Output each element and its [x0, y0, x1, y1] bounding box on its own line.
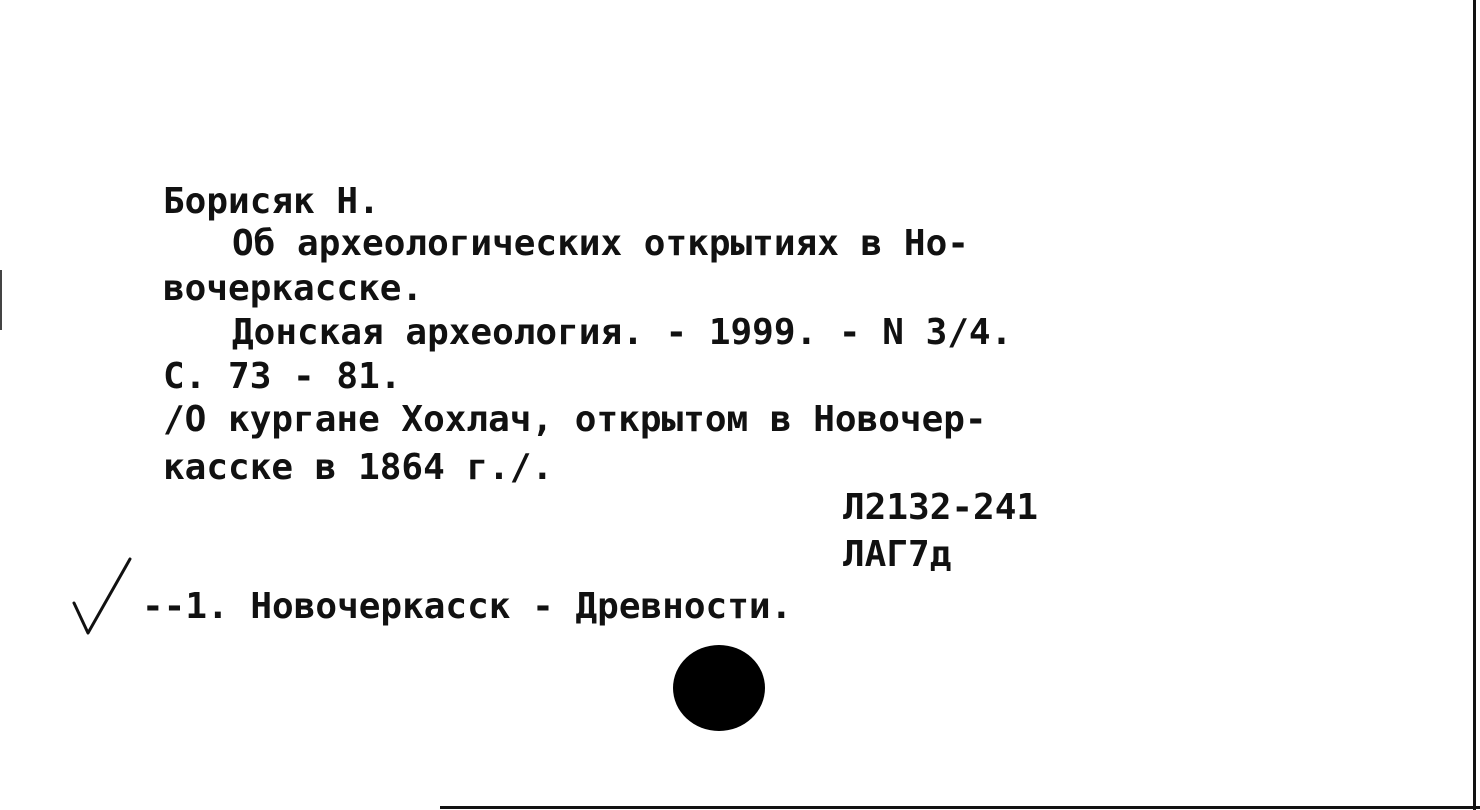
shelf-code-1: Л2132-241	[843, 487, 1039, 528]
card-right-edge	[1473, 0, 1476, 810]
shelf-code-2: ЛАГ7д	[843, 534, 952, 575]
title-line-1: Об археологических открытиях в Но-	[232, 223, 969, 264]
note-line-2: касске в 1864 г./.	[163, 447, 554, 488]
card-left-edge	[0, 270, 2, 330]
subject-heading: --1. Новочеркасск - Древности.	[142, 586, 793, 627]
source-line-1: Донская археология. - 1999. - N 3/4.	[232, 312, 1013, 353]
punch-hole	[673, 645, 765, 731]
title-line-2: вочеркасске.	[163, 268, 424, 309]
author-name: Борисяк Н.	[163, 181, 380, 222]
source-pages: С. 73 - 81.	[163, 356, 402, 397]
note-line-1: /О кургане Хохлач, открытом в Новочер-	[163, 399, 987, 440]
card-bottom-edge	[440, 806, 1480, 809]
checkmark-icon	[68, 555, 138, 640]
